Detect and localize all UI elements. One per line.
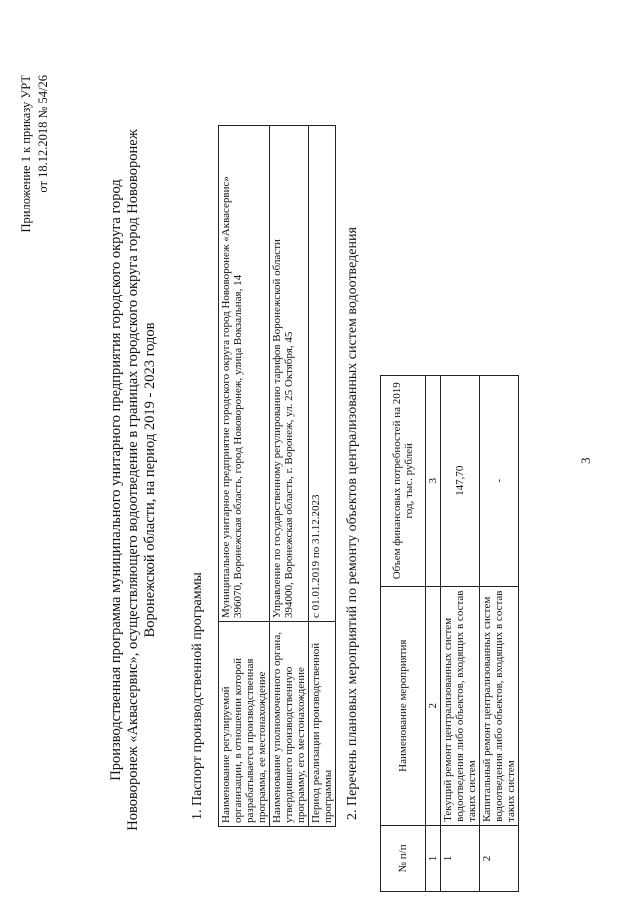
column-header-num: № п/п [381,825,426,891]
section-1-heading: 1. Паспорт производственной программы [190,572,205,820]
document-title [108,85,159,875]
passport-key: Наименование уполномоченного органа, утвердившего производственную программу, его местонахождение [270,622,309,827]
passport-value-line: 396070, Воронежская область, город Нововоронеж, улица Вокзальная, 14 [232,274,244,618]
passport-value-line: с 01.01.2019 по 31.12.2023 [310,494,322,618]
table-row [270,126,309,827]
column-header-name: Наименование мероприятия [381,586,426,825]
appendix-note [18,75,52,265]
table-row [426,376,441,892]
appendix-line-1: Приложение 1 к приказу УРТ [19,75,33,233]
passport-value-line: Управление по государственному регулированию тарифов Воронежской области [271,239,283,618]
passport-key: Период реализации производственной программы [309,622,336,827]
table-row [309,126,336,827]
measures-table [380,375,519,892]
table-row [441,376,480,892]
passport-table [218,125,336,827]
passport-value [270,126,309,622]
table-row [480,376,519,892]
appendix-line-2: от 18.12.2018 № 54/26 [36,75,50,193]
passport-value-line: 394000, Воронежская область, г. Воронеж, ул. 25 Октября, 45 [283,331,295,618]
passport-key: Наименование регулируемой организации, в отношении которой разрабатывается производственная программа, ее местонахождение [219,622,270,827]
passport-value [309,126,336,622]
page-number: 3 [578,457,593,464]
section-2-heading: 2. Перечень плановых мероприятий по ремонту объектов централизованных систем водоотведения [345,227,360,820]
table-header-row [381,376,426,892]
title-line-1: Производственная программа муниципального унитарного предприятия городского округа город [108,179,124,781]
measure-name: Текущий ремонт централизованных систем водоотведения либо объектов, входящих в состав таких систем [441,586,480,825]
column-number: 3 [426,376,441,587]
passport-value-line: Муниципальное унитарное предприятие городского округа город Нововоронеж «Аквасервис» [220,176,232,618]
title-line-2: Нововоронеж «Аквасервис», осуществляющего водоотведение в границах городского округа город Нововоронеж [125,129,141,831]
passport-value [219,126,270,622]
column-number: 2 [426,586,441,825]
column-number: 1 [426,825,441,891]
title-line-3: Воронежской области, на период 2019 - 2023 годов [142,322,158,638]
measure-name: Капитальный ремонт централизованных систем водоотведения либо объектов, входящих в состав таких систем [480,586,519,825]
measure-amount: 147,70 [441,376,480,587]
column-header-amount: Объем финансовых потребностей на 2019 год, тыс. рублей [381,376,426,587]
table-row [219,126,270,827]
measure-amount: - [480,376,519,587]
row-number: 1 [441,825,480,891]
row-number: 2 [480,825,519,891]
